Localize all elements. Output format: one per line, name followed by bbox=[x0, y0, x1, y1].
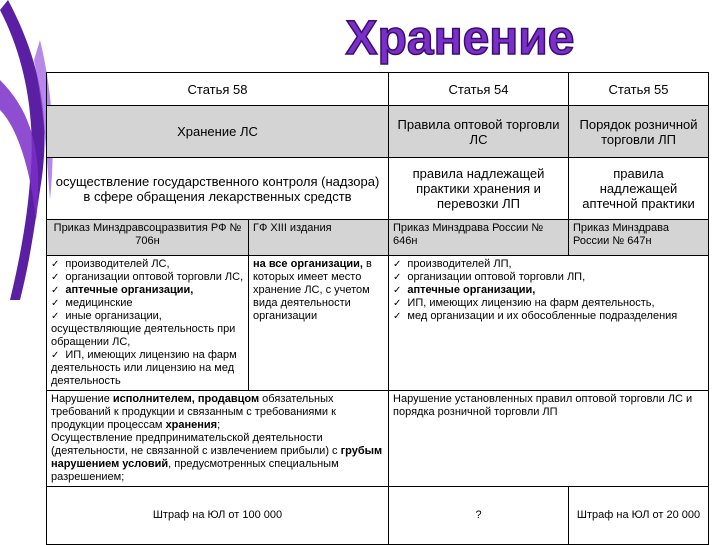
header-row bbox=[47, 73, 709, 106]
checkmark-icon: ✓ bbox=[393, 272, 402, 283]
checkmark-icon: ✓ bbox=[51, 311, 60, 322]
checkmark-icon: ✓ bbox=[393, 311, 402, 322]
list-item: ✓ ИП, имеющих лицензию на фарм деятельность или лицензию на мед деятельность bbox=[51, 349, 237, 387]
checkmark-icon: ✓ bbox=[51, 272, 60, 283]
activity-article-54: правила надлежащей практики хранения и перевозки ЛП bbox=[389, 158, 569, 220]
activity-row bbox=[47, 158, 709, 220]
checkmark-icon: ✓ bbox=[393, 298, 402, 309]
list-item: ✓ производителей ЛС, bbox=[51, 258, 170, 270]
list-item: ✓ аптечные организации, bbox=[51, 284, 194, 296]
subjects-row bbox=[47, 256, 709, 391]
header-article-55: Статья 55 bbox=[569, 73, 709, 106]
subject-article-58: Хранение ЛС bbox=[47, 106, 389, 158]
slide-title bbox=[345, 4, 575, 66]
violations-article-54-55: Нарушение установленных правил оптовой торговли ЛС и порядка розничной торговли ЛП bbox=[389, 391, 709, 487]
fine-article-54: ? bbox=[389, 487, 569, 545]
fines-row bbox=[47, 487, 709, 545]
header-article-58: Статья 58 bbox=[47, 73, 389, 106]
checkmark-icon: ✓ bbox=[51, 298, 60, 309]
subject-row bbox=[47, 106, 709, 158]
activity-article-58: осуществление государственного контроля (надзора) в сфере обращения лекарственных средств bbox=[47, 158, 389, 220]
checkmark-icon: ✓ bbox=[51, 259, 60, 270]
list-item: ✓ ИП, имеющих лицензию на фарм деятельность, bbox=[393, 297, 655, 309]
violations-row bbox=[47, 391, 709, 487]
header-article-54: Статья 54 bbox=[389, 73, 569, 106]
list-item: ✓ мед организации и их обособленные подразделения bbox=[393, 310, 678, 322]
list-item: ✓ медицинские bbox=[51, 297, 133, 309]
checkmark-icon: ✓ bbox=[393, 259, 402, 270]
checkmark-icon: ✓ bbox=[51, 350, 60, 361]
subjects-list-54-55 bbox=[389, 256, 709, 391]
storage-comparison-table bbox=[46, 72, 709, 545]
svg-text:Хранение: Хранение bbox=[345, 12, 575, 65]
orders-row bbox=[47, 220, 709, 256]
subjects-list-58 bbox=[47, 256, 249, 391]
list-item: ✓ аптечные организации, bbox=[393, 284, 536, 296]
order-646n: Приказ Минздрава России № 646н bbox=[389, 220, 569, 256]
order-706n: Приказ Минздравсоцразвития РФ № 706н bbox=[47, 220, 249, 256]
fine-article-55: Штраф на ЮЛ от 20 000 bbox=[569, 487, 709, 545]
activity-article-55: правила надлежащей аптечной практики bbox=[569, 158, 709, 220]
violations-article-58: Нарушение исполнителем, продавцом обязательных требований к продукции и связанным с требованиями к продукции процессам хранения; Осуществление предпринимательской деятельности (деятельности, не связанной с извлечением прибыли) с грубым нарушением условий, предусмотренных специальным разрешением; bbox=[47, 391, 389, 487]
subject-article-54: Правила оптовой торговли ЛС bbox=[389, 106, 569, 158]
list-item: ✓ организации оптовой торговли ЛП, bbox=[393, 271, 586, 283]
order-647n: Приказ Минздрава России № 647н bbox=[569, 220, 709, 256]
fine-article-58: Штраф на ЮЛ от 100 000 bbox=[47, 487, 389, 545]
gf-scope: на все организации, в которых имеет место хранение ЛС, с учетом вида деятельности организации bbox=[249, 256, 389, 391]
list-item: ✓ производителей ЛП, bbox=[393, 258, 512, 270]
list-item: ✓ организации оптовой торговли ЛС, bbox=[51, 271, 244, 283]
checkmark-icon: ✓ bbox=[51, 285, 60, 296]
pharmacopoeia-13: ГФ XIII издания bbox=[249, 220, 389, 256]
checkmark-icon: ✓ bbox=[393, 285, 402, 296]
list-item: ✓ иные организации, осуществляющие деятельность при обращении ЛС, bbox=[51, 310, 236, 348]
subject-article-55: Порядок розничной торговли ЛП bbox=[569, 106, 709, 158]
